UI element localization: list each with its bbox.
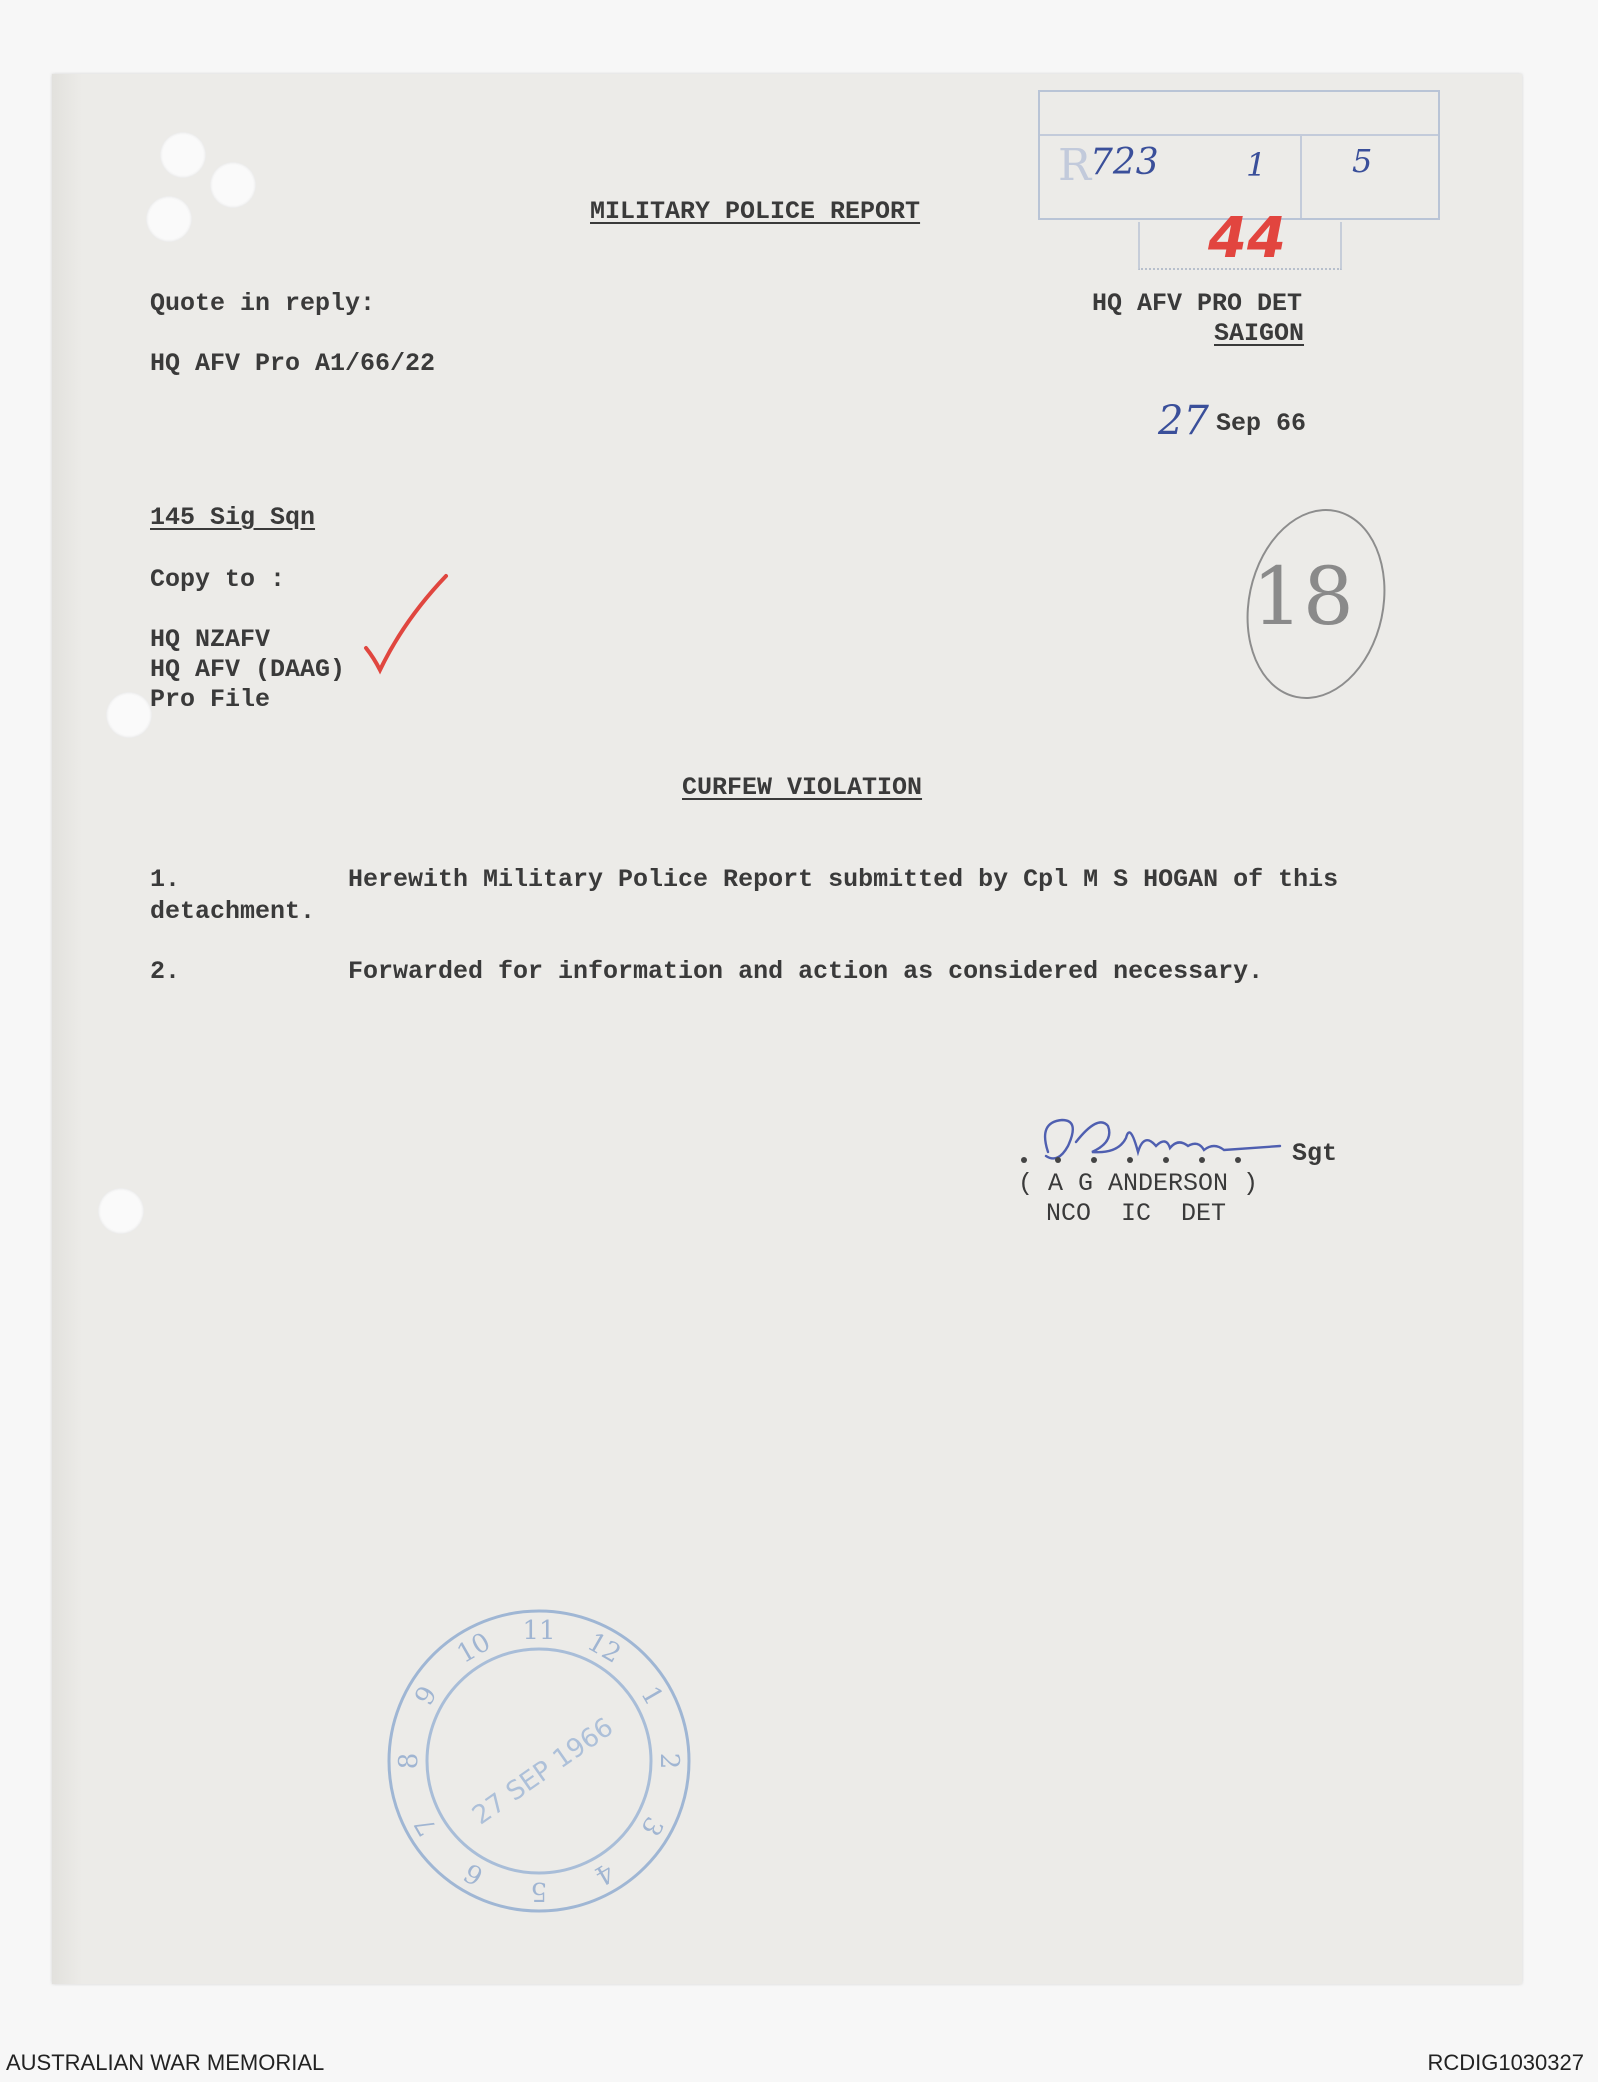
stamp-ring-numeral: 8 <box>394 1752 424 1770</box>
signature-rank: Sgt <box>1292 1139 1338 1168</box>
reference-box-col-divider <box>1300 134 1302 218</box>
copy-to-item-3: Pro File <box>150 685 271 714</box>
ref-box-number: 723 <box>1090 142 1159 183</box>
handwritten-signature <box>1018 1112 1288 1172</box>
red-tick-mark <box>360 570 450 680</box>
copy-to-label: Copy to : <box>150 565 286 594</box>
punch-hole-2 <box>210 162 256 208</box>
quote-ref: HQ AFV Pro A1/66/22 <box>150 349 436 378</box>
stamp-ring-numeral: 12 <box>582 1627 626 1670</box>
subject-heading: CURFEW VIOLATION <box>682 773 923 802</box>
stamp-ring-numeral: 1 <box>634 1681 669 1711</box>
from-unit: HQ AFV PRO DET <box>1092 289 1303 318</box>
stamp-ring-numeral: 10 <box>452 1627 496 1670</box>
addressee: 145 Sig Sqn <box>150 503 316 532</box>
stamp-ring-numeral: 11 <box>522 1616 556 1646</box>
red-number: 44 <box>1208 206 1286 271</box>
stamp-ring-numeral: 5 <box>530 1876 548 1906</box>
paper-shadow-edge <box>52 74 82 1984</box>
signature-title: NCO IC DET <box>1046 1199 1227 1228</box>
footer-right: RCDIG1030327 <box>1427 2050 1584 2075</box>
stamp-date-text: 27 SEP 1966 <box>467 1712 619 1832</box>
stamp-ring-numeral: 3 <box>634 1811 669 1841</box>
date-received-stamp <box>384 1606 694 1916</box>
reference-box-divider <box>1040 134 1438 136</box>
quote-label: Quote in reply: <box>150 289 376 318</box>
stamp-ring-numeral: 6 <box>459 1856 489 1891</box>
from-location: SAIGON <box>1214 319 1305 348</box>
para1-line2: detachment. <box>150 897 316 926</box>
punch-hole-5 <box>98 1188 144 1234</box>
stamp-ring-numeral: 4 <box>589 1856 619 1891</box>
stamp-ring-numeral: 9 <box>409 1681 444 1711</box>
date-day: 27 <box>1158 398 1209 444</box>
date-rest: Sep 66 <box>1216 409 1307 438</box>
pencil-folio-number: 18 <box>1252 550 1354 643</box>
para1-line1: Herewith Military Police Report submitted by Cpl M S HOGAN of this <box>348 865 1339 894</box>
reference-box <box>1038 90 1440 220</box>
para1-number: 1. <box>150 865 181 894</box>
document-title: MILITARY POLICE REPORT <box>590 197 921 226</box>
punch-hole-1 <box>160 132 206 178</box>
ref-box-r: R <box>1058 140 1092 191</box>
ref-box-right: 5 <box>1352 142 1373 180</box>
para2-text: Forwarded for information and action as considered necessary. <box>348 957 1264 986</box>
signature-name: ( A G ANDERSON ) <box>1018 1169 1259 1198</box>
copy-to-item-2: HQ AFV (DAAG) <box>150 655 346 684</box>
para2-number: 2. <box>150 957 181 986</box>
punch-hole-3 <box>146 196 192 242</box>
punch-hole-4 <box>106 692 152 738</box>
stamp-ring-numeral: 2 <box>654 1752 684 1770</box>
copy-to-item-1: HQ NZAFV <box>150 625 271 654</box>
stamp-ring-numeral: 7 <box>409 1811 444 1841</box>
ref-box-mid: 1 <box>1246 146 1267 184</box>
footer-left: AUSTRALIAN WAR MEMORIAL <box>6 2050 325 2075</box>
